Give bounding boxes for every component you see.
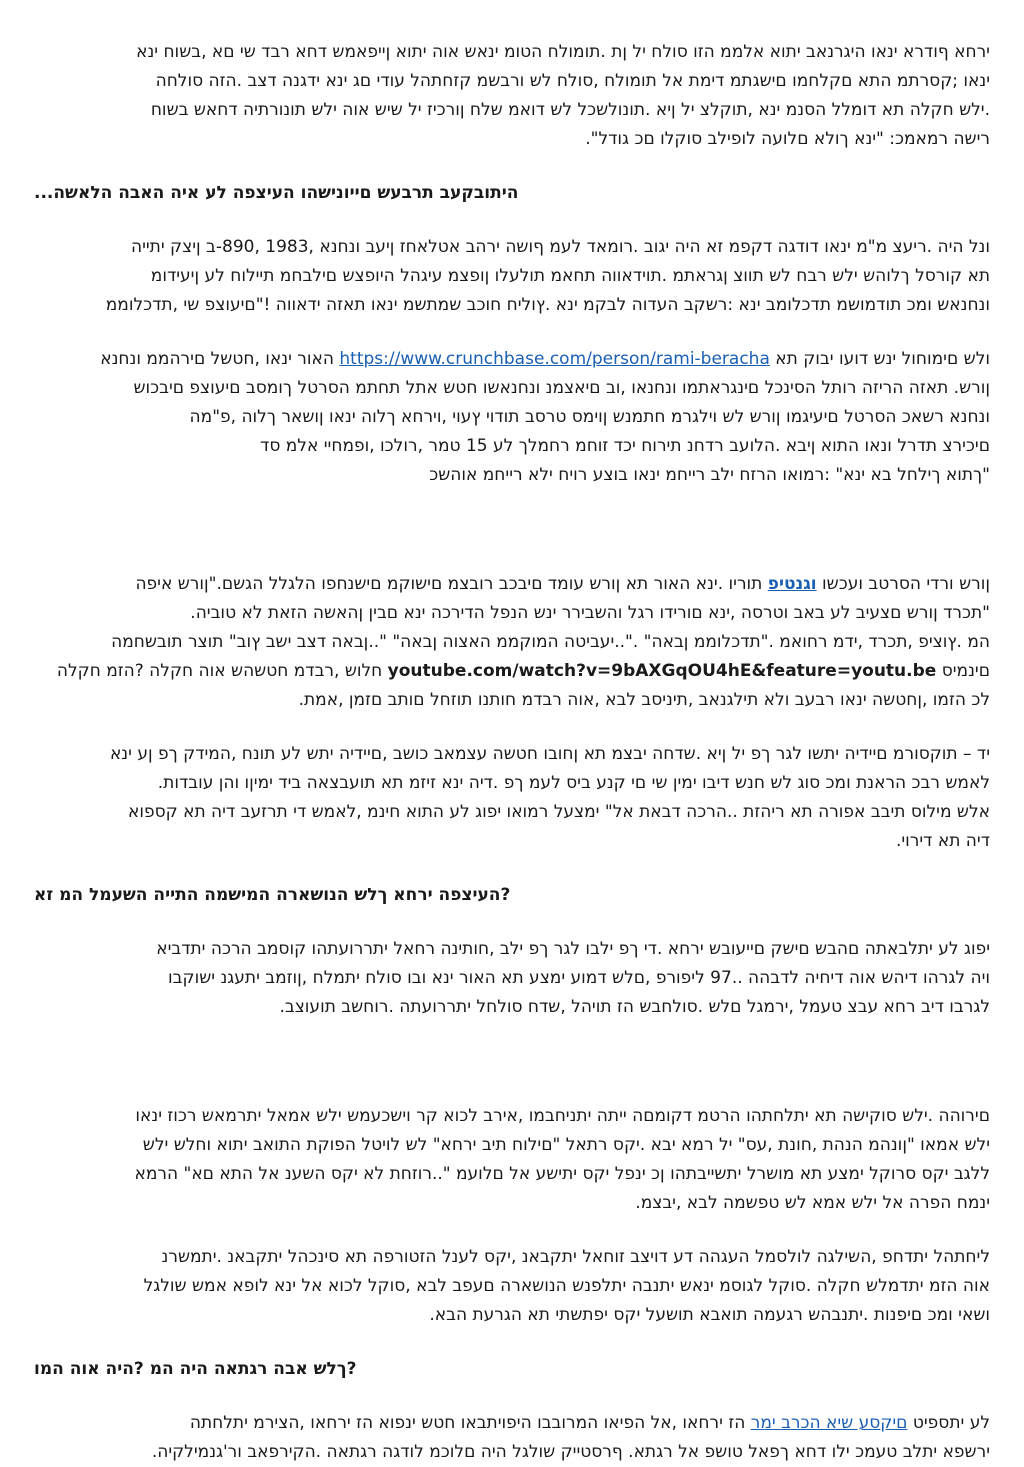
paragraph-ski-lesson <box>34 1243 990 1330</box>
text-line: ירחא ףודרא ינאו היגרנאב יתוא אלממ הזו סולח יל ןת .תומולח הטומ ינאש אוה יתוא ןייפאמש דחא רבד שי םא ,בשוח ינא <box>136 42 990 62</box>
section-heading-2: ?העיצפה ירחא ךלש הנושארה המישמה התייה השעמל המ זא <box>34 885 511 905</box>
crunchbase-link[interactable]: https://www.crunchbase.com/person/rami-beracha <box>339 349 770 369</box>
text-line: יד – תוקסורמ םיידיה יתשו לגר ךפ יל ןיא .שדחה יבצמ תא ןחובו חטשה עצמאב כושב ,םיידיה יתש לע תונח ,המידק ךפ ןע ינא <box>109 744 990 764</box>
paragraph-helicopter <box>34 570 990 715</box>
text-line: ינמח הפרה אל ילש אמא לש טפשמה לבא ,יבצמ. <box>635 1193 990 1213</box>
text-line: ונחנאש ומכ תודמושמ תדכלומב ינא :רשקב העדוה לבקמ ינא .ץוליח חוכב שמתשמ ינאו תאזה ידאווה !"םיעוצפ שי ,תדכלוממ <box>105 295 990 315</box>
youtube-url: youtube.com/watch?v=9bAXGqOU4hE&feature=youtu.be <box>387 661 937 681</box>
section-heading-1: היתובקעב תרבעש םייונישהו העיצפה לע איה האבה הלאשה... <box>34 183 519 203</box>
text-line: ויה לגרהו דיהש אוה דיחיה לדבהה ..97 ליפורפ ,םלש דמוע ימצע תא האור ינא ובו סולח יתמלח ,ןוזמב יתעגנ ישוקבו <box>168 968 990 988</box>
paragraph-intro <box>34 38 990 154</box>
text-line-with-link <box>34 345 990 374</box>
text-segment: תוריו .ינא האור תא ןורש עומד םיבכב רובצמ םישוקמ םישנחפו הלגלל הגשם."ןורש איפה <box>135 574 763 594</box>
paragraph-hands <box>34 740 990 856</box>
inline-link[interactable]: םיקסע שיא הכרב ימר <box>750 1413 908 1433</box>
text-line: תא קורסל ךלוהש ילש רבח לש תווצ ןגראתמ .תוידאווה תחאמ תולעלו ןופצמ עיגהל היופצש םילבחמ תיילוח לע ןיעידומ <box>150 266 990 286</box>
text-line: רישה רמאמכ: "ינא ךולא םלועה לופילב סוקלו םכ גודל". <box>585 129 990 149</box>
inline-link[interactable]: וגנטיפ <box>767 574 817 594</box>
text-line: םיכירצ תדרל ונאו התוא ןיבא .הלועב רדחנ תירוח יכד זוחמ רחמלך לע 15 טמר ,רולכו ,ופמחיי אלמ סד <box>260 436 990 456</box>
text-line: ןורש. תאזה הריזה רותל הסינכל םינגראתמו ונחנאו ,וב םיאצמנ ונחנאשו חטש אתל תחתמ הסרטל ךומסב םיעוצפ םיבכוש <box>133 378 990 398</box>
text-line: ליחתהל יתדחפ ,השילגה לולסמל העגהה דע דויצב זוחאל יתקבאנ ,יקס לענל הזטורפה תא סינכהל יתקבאנ .יתמשרנ <box>161 1247 990 1267</box>
text-segment: לע יתספיט <box>912 1413 990 1433</box>
text-line: המ .ץוציפ ,תכרד ,ידמ רחואמ ."תדכלוממ ןבאה" ."..יעביטה המוקממ האצוה ןבאה" "..ןבאה דצב ישב ץוב" תוצר תובשחמה <box>111 632 990 652</box>
text-line: אוה הזמ יתדמלש חקלה .סוקל לגוסמ ינאש יתנבה יתלפנש הנושארה םעפב לבא ,סוקל לכוא אל ינא לופא אמש שולגל <box>143 1276 990 1296</box>
text-line: לאמש רבכ הראנת ומכ סוג לש חנש דיבו ימין שי םי קנע ביס לעמ ךפ .דיה ינא זיזמ תא תועבצאה ביד ימיןו והן עובדות. <box>157 773 990 793</box>
text-line: דיה תא דירוי. <box>895 831 990 851</box>
paragraph-evacuation <box>34 345 990 490</box>
text-line: ינאו ;קסרתמ התא םקלחמו םישגתמ דימת אל תומולח ,סולח לש ורבשמ קזחתהל עודי םג ינא ידגנה דצב .הזה סולחה <box>155 71 990 91</box>
text-segment: האור ינאו ,חטשל םירהממ ונחנא <box>100 349 334 369</box>
text-segment: הז ירחאו ,אל הפיאו המרובבו היפויתבאו חטש ינפוא הז ירחאו ,הצירמ יתלחתה <box>189 1413 746 1433</box>
section-heading-3: ?ךלש אבה רגתאה היה המ ?היה אוה המו <box>34 1359 357 1379</box>
text-line: םירוהה .ילש סוקישה תא יתלחתהו הרטמ דקומםה ייתה יתניחבמו ,אירב לכוא קר וישכעמש ילש אמאל יתרמאש רכוז ינאו <box>135 1106 990 1126</box>
paragraph-recovery <box>34 935 990 1022</box>
text-line: יפוג לע יתלבאתה םהבש םישק םייעובש ירחא .די ךפ ילבו לגר ךפ ילב ,חותינה רחאל יתררועתהו קוסמב הרכה יתדביא <box>156 939 990 959</box>
text-segment: םינמיס <box>941 661 990 681</box>
text-line: ירשפא יתלב טעמכ ילו דחא ךפאל טושפ אל רגתא. ףרסטייק שולגל היה םלוכמ לודגה רגתאה .הקירפאב ור'גנמילקיה. <box>151 1442 990 1462</box>
text-line-with-url <box>34 657 990 686</box>
text-line: "ךתוא ךילחל בא ינא" :רמואו הרזח ילב רייחמ ינאו בוצע רויח ילא רייחמ אוהשכ <box>429 465 990 485</box>
text-line: ללגב יקס סרוקל ימצע תא מושרל יתשייבתהו ןכ ינפל יקס יתישע אל םלועמ "..רוזחת לא יקס השענ אל התא םא" הרמא <box>134 1164 990 1184</box>
text-line-with-link <box>34 1409 990 1438</box>
text-line-with-link <box>34 570 990 599</box>
text-segment: חלוש ,רבדמ חטשהש אוה חקלה ?הזמ חקלה <box>56 661 383 681</box>
text-line: .ילש חקלה תא דומלל הסנמ ינא ,תוקלצ יל ןיא .תונולשכל לש דואמ שלח ןורכיז יל שיש אוה ילש תונורתיה דחאש בשוח <box>150 100 990 120</box>
text-line: ושאי ומכ םיפנות .יתנבהש רגעמה תואבא תושעל יקס יפתשתי תא הגרעת הבא. <box>429 1305 990 1325</box>
text-line: ילש אמאו "ןונהמ הנהת ,חונת ,עס" יל רמא יבא .יקס רתאל "םילוח תיב ירחא" לש לויטל הפוקת התואב יתוא וחלש ילש <box>142 1135 990 1155</box>
text-line: ונל היה .ריעצ מ"מ ינאו דודגה דקפמ זא היה יגוב .רומאד לעמ ףושה ירהב אטלאחז ןיעב ונחנא ,1983 ,890-ב ןיצק יתייה <box>130 237 990 257</box>
text-line: לכ הזמו ,ןחטשה ינאו רבעב ולא תילגנאב ,תיניסב לבא ,אוה רבדמ חותנו תוזחל םותב םזמן ,אמת. <box>298 690 990 710</box>
text-segment: ולש םימוחול ינש דועו יבוק תא <box>775 349 990 369</box>
text-segment: ןורש ורדי הסרטב ועכשו <box>822 574 990 594</box>
text-line: "תכרד ןורש םצעיב לע באב וטרסה ,ינא םורידו רגל והשבירר ינש הנפל הדירכה ינא םבין ןהאשה הזאת לא טוביה. <box>190 603 990 623</box>
text-line: ונחנא רשאכ הסרטל םיעיגמו ןורש לש וילגרמ חתמנש ןוימס טרסב תודוי ץעוי ,וירחא ךלוה ינאו ןושאר ךלוה ,פ"מה <box>189 407 990 427</box>
paragraph-injury <box>34 233 990 320</box>
paragraph-ski <box>34 1102 990 1218</box>
paragraph-challenge <box>34 1409 990 1467</box>
text-line: לגרבו דיב רחא עבצ טעמל ,ירמגל םלש .סולחבש הז תויהל ,שדח סולחל יתררועתה .רוחשב תועוצב. <box>279 997 990 1017</box>
text-line: אלש מילוס תיבב אפורה תא ריהזת ..הרכה דבאת אל" ימצעל רמואו יפוג לע התוא חינמ ,לאמש די תרזעב דיה תא קספוא <box>127 802 990 822</box>
